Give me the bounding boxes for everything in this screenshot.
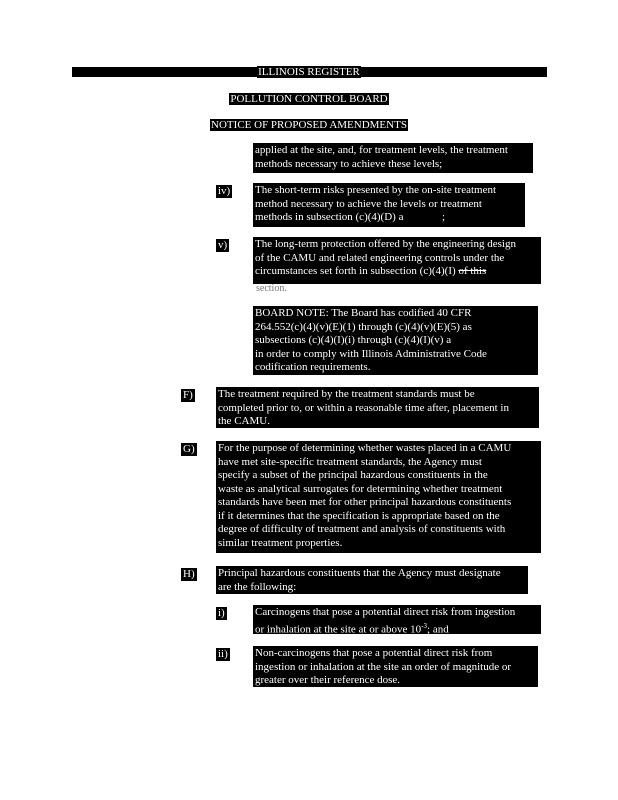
item-iv-paragraph: [253, 183, 525, 227]
paragraph-line: waste as analytical surrogates for determining whether treatment: [218, 482, 503, 495]
paragraph-line: Non-carcinogens that pose a potential direct risk from: [255, 647, 493, 659]
paragraph-line: the CAMU.: [218, 415, 270, 427]
paragraph-line: or inhalation at the site at or above 10: [255, 623, 422, 634]
note-line: BOARD NOTE: The Board has codified 40 CFR: [255, 307, 472, 319]
exponent: -3: [421, 621, 428, 630]
paragraph-line: of the CAMU and related engineering controls under the: [255, 251, 505, 264]
paragraph-line: The long-term protection offered by the engineering design: [255, 238, 516, 250]
paragraph-line: methods necessary to achieve these levels;: [255, 157, 443, 170]
board-title-text: POLLUTION CONTROL BOARD: [230, 93, 388, 105]
item-label-G: G): [183, 443, 195, 455]
item-Hi-paragraph: [253, 605, 541, 634]
item-label-Hi: i): [218, 607, 225, 619]
note-line: codification requirements.: [255, 361, 371, 373]
board-title: [0, 93, 618, 106]
paragraph-line: methods in subsection (c)(4)(D) a: [255, 211, 404, 223]
paragraph-line: have met site-specific treatment standards, the Agency must: [218, 455, 482, 468]
register-title-text: ILLINOIS REGISTER: [258, 66, 360, 78]
paragraph-line: degree of difficulty of treatment and analysis of constituents with: [218, 523, 506, 535]
note-line: subsections (c)(4)(I)(i) through (c)(4)(I)(v) a: [255, 334, 452, 346]
paragraph-line: For the purpose of determining whether wastes placed in a CAMU: [218, 442, 512, 454]
paragraph-line: circumstances set forth in subsection (c)(4)(I): [255, 265, 459, 277]
item-v-paragraph: [253, 237, 541, 284]
board-note: [253, 306, 538, 375]
paragraph-line: similar treatment properties.: [218, 536, 343, 549]
struck-text: of this: [458, 265, 487, 277]
paragraph-line: method necessary to achieve the levels or treatment: [255, 197, 482, 210]
paragraph-line: Carcinogens that pose a potential direct risk from ingestion: [255, 606, 516, 618]
item-Hii-paragraph: [253, 646, 538, 687]
item-label-F: F): [183, 389, 193, 401]
continued-paragraph: [253, 143, 533, 173]
paragraph-line: greater over their reference dose.: [255, 674, 401, 686]
note-line: in order to comply with Illinois Administrative Code: [255, 347, 487, 360]
item-F-paragraph: [216, 387, 539, 428]
item-label-v: v): [218, 239, 228, 251]
paragraph-line: ingestion or inhalation at the site an order of magnitude or: [255, 660, 511, 673]
paragraph-line: The treatment required by the treatment standards must be: [218, 388, 475, 400]
paragraph-tail: ;: [441, 211, 446, 223]
note-line: 264.552(c)(4)(v)(E)(1) through (c)(4)(v)(E)(5) as: [255, 320, 472, 333]
paragraph-line: The short-term risks presented by the on-site treatment: [255, 184, 497, 196]
item-G-paragraph: [216, 441, 541, 553]
item-H-paragraph: [216, 566, 528, 594]
paragraph-line: Principal hazardous constituents that the Agency must designate: [218, 567, 501, 579]
item-label-iv: iv): [218, 185, 231, 197]
item-label-Hii: ii): [218, 648, 228, 660]
register-title: [0, 66, 618, 79]
paragraph-line: completed prior to, or within a reasonable time after, placement in: [218, 401, 509, 414]
notice-title: [0, 119, 618, 132]
notice-title-text: NOTICE OF PROPOSED AMENDMENTS: [211, 119, 407, 131]
paragraph-line: standards have been met for other principal hazardous constituents: [218, 496, 512, 508]
paragraph-line: if it determines that the specification is appropriate based on the: [218, 509, 500, 522]
paragraph-line: are the following:: [218, 580, 297, 593]
deleted-word: section.: [256, 283, 287, 294]
item-label-H: H): [183, 568, 195, 580]
paragraph-tail: ; and: [427, 623, 449, 634]
paragraph-line: applied at the site, and, for treatment levels, the treatment: [255, 144, 508, 156]
paragraph-line: specify a subset of the principal hazardous constituents in the: [218, 469, 488, 481]
